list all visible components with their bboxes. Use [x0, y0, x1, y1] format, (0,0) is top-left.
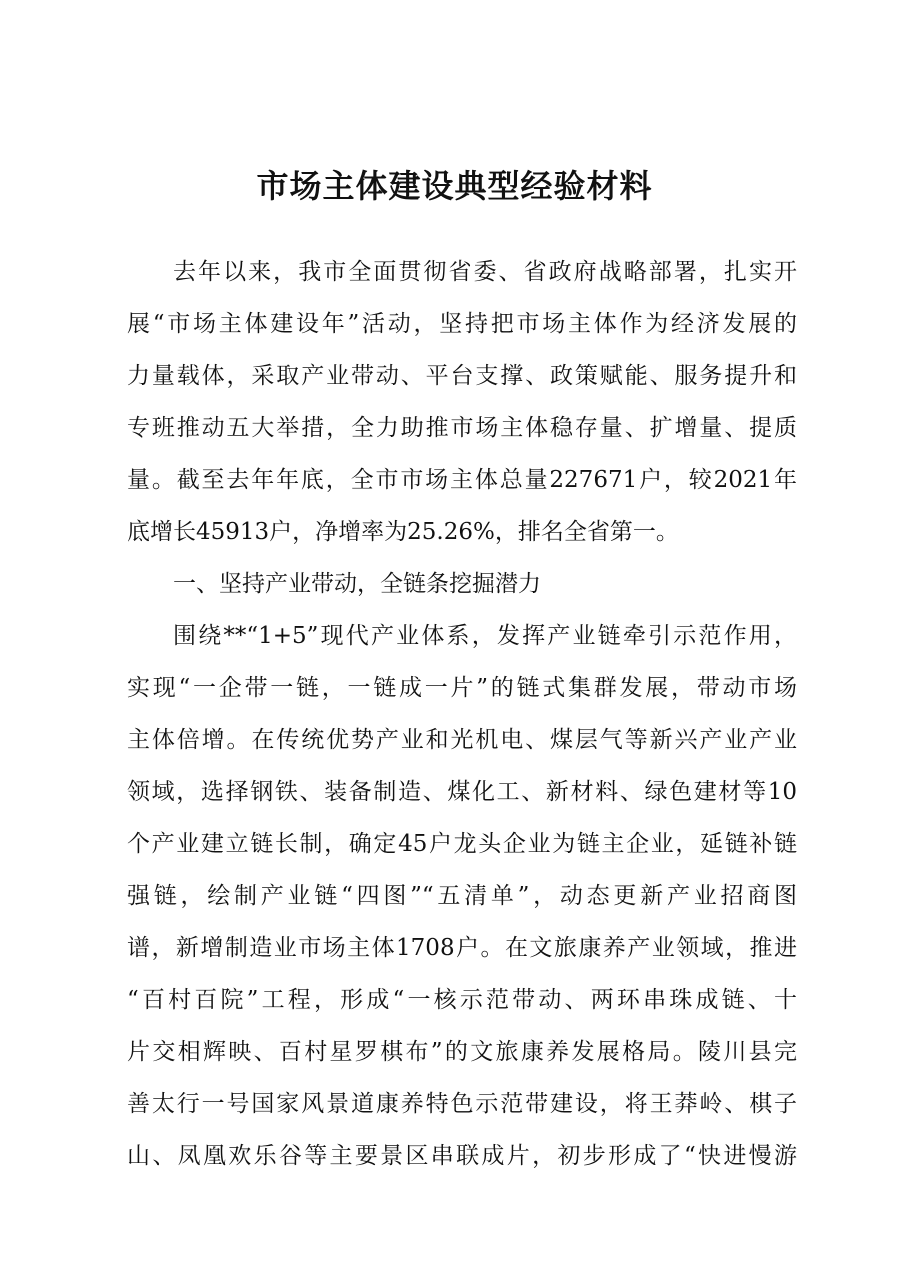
paragraph-line: 主体倍增。在传统优势产业和光机电、煤层气等新兴产业产业	[127, 727, 797, 753]
paragraph-line: 展“市场主体建设年”活动，坚持把市场主体作为经济发展的	[127, 311, 797, 337]
paragraph-line: 围绕**“1+5”现代产业体系，发挥产业链牵引示范作用，	[173, 623, 797, 649]
paragraph-line: 片交相辉映、百村星罗棋布”的文旅康养发展格局。陵川县完	[127, 1039, 797, 1065]
section-heading: 一、坚持产业带动，全链条挖掘潜力	[173, 571, 541, 597]
paragraph-line: “百村百院”工程，形成“一核示范带动、两环串珠成链、十	[127, 987, 797, 1013]
document-title: 市场主体建设典型经验材料	[256, 167, 653, 205]
paragraph-line: 善太行一号国家风景道康养特色示范带建设，将王莽岭、棋子	[127, 1091, 797, 1117]
paragraph-line: 强链，绘制产业链“四图”“五清单”，动态更新产业招商图	[127, 883, 797, 909]
paragraph-line: 量。截至去年年底，全市市场主体总量227671户，较2021年	[127, 467, 797, 493]
paragraph-line: 山、凤凰欢乐谷等主要景区串联成片，初步形成了“快进慢游	[127, 1143, 797, 1169]
paragraph-line: 领域，选择钢铁、装备制造、煤化工、新材料、绿色建材等10	[127, 779, 797, 805]
paragraph-line: 谱，新增制造业市场主体1708户。在文旅康养产业领域，推进	[127, 935, 797, 961]
paragraph-line: 力量载体，采取产业带动、平台支撑、政策赋能、服务提升和	[127, 363, 797, 389]
paragraph-line: 个产业建立链长制，确定45户龙头企业为链主企业，延链补链	[127, 831, 797, 857]
paragraph-line: 实现“一企带一链，一链成一片”的链式集群发展，带动市场	[127, 675, 797, 701]
paragraph-line: 底增长45913户，净增率为25.26%，排名全省第一。	[127, 519, 679, 545]
document-body	[127, 246, 797, 1182]
paragraph-line: 去年以来，我市全面贯彻省委、省政府战略部署，扎实开	[173, 259, 797, 285]
paragraph-line: 专班推动五大举措，全力助推市场主体稳存量、扩增量、提质	[127, 415, 797, 441]
